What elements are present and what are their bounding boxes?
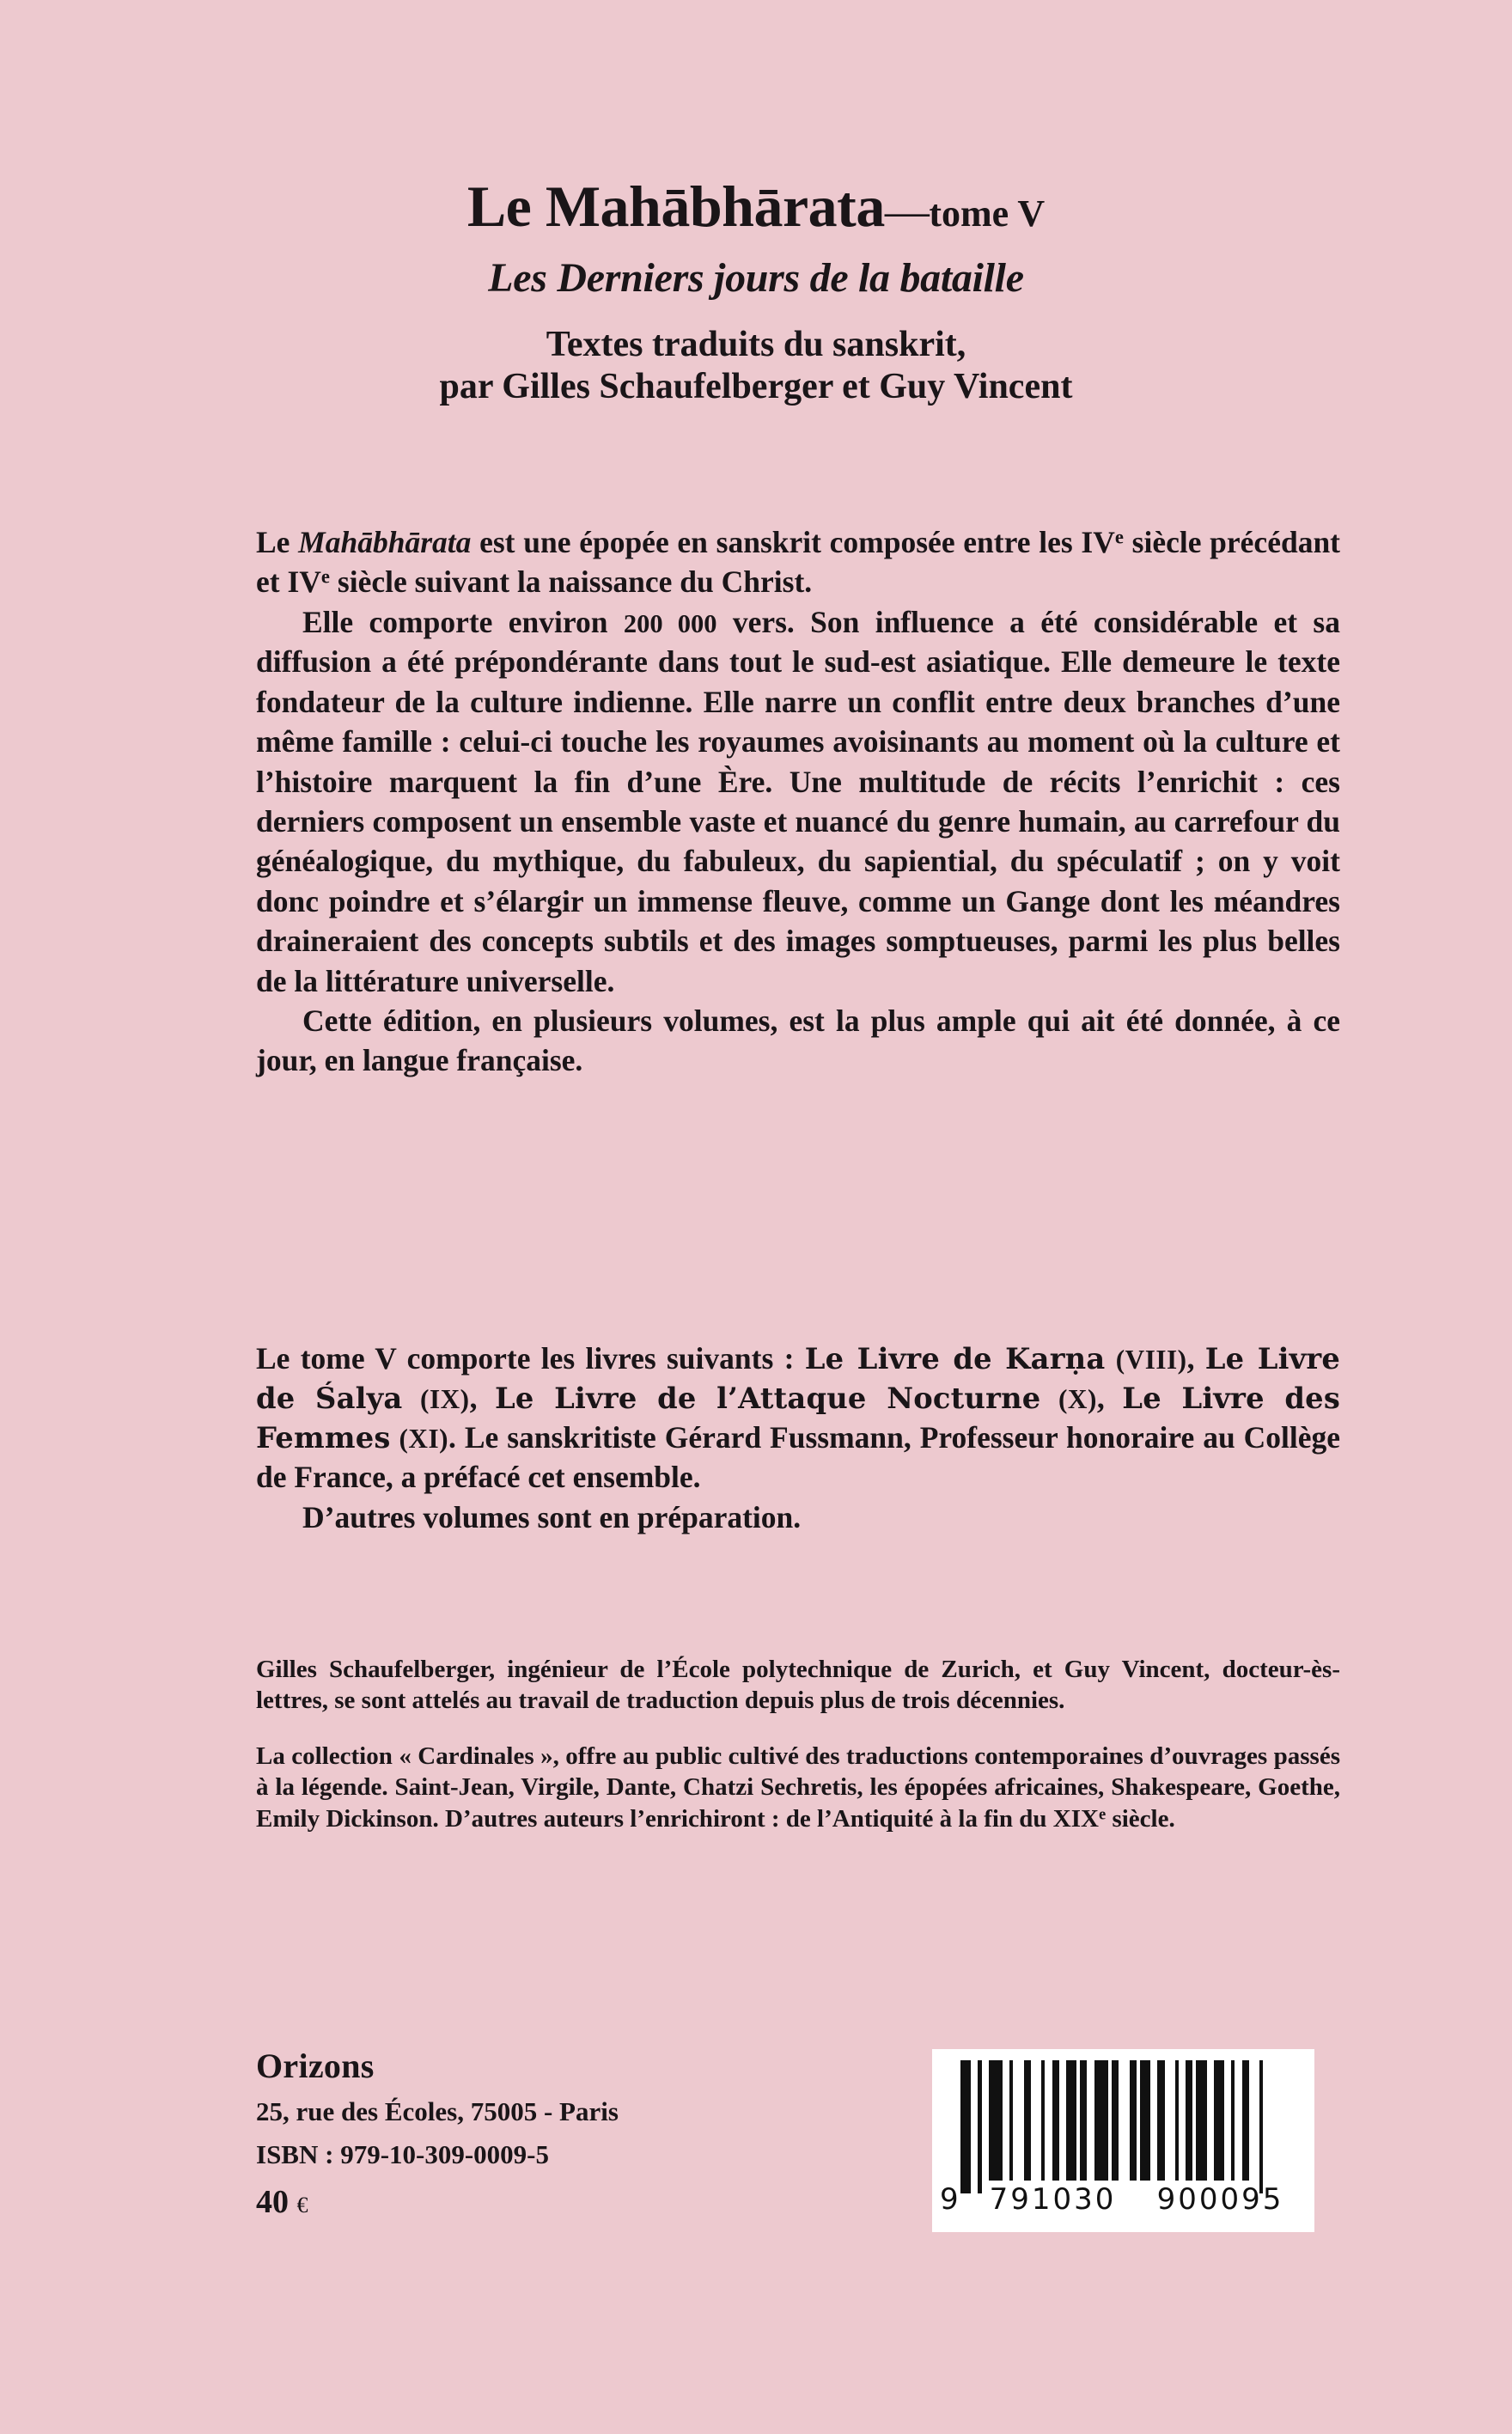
barcode-bar <box>1066 2060 1076 2181</box>
sep-1: , <box>1186 1341 1205 1376</box>
barcode-space <box>1031 2060 1041 2193</box>
collection-note-b: siècle. <box>1106 1804 1175 1833</box>
blurb-p1-century-2: IV <box>287 564 321 600</box>
price-amount: 40 <box>256 2184 289 2220</box>
sep-3: , <box>1096 1381 1123 1416</box>
book-roman-karna: (VIII) <box>1115 1345 1187 1375</box>
barcode-bar <box>1052 2060 1059 2181</box>
translation-line-1: Textes traduits du sanskrit, <box>546 325 966 364</box>
barcode-bar <box>1242 2060 1249 2181</box>
blurb-text <box>256 522 1340 1081</box>
book-roman-femmes: (XI) <box>399 1424 449 1455</box>
barcode-bar <box>960 2060 971 2193</box>
barcode-space <box>1045 2060 1052 2193</box>
title-tome: tome V <box>929 192 1046 235</box>
barcode-space <box>1165 2060 1175 2193</box>
publisher-address: 25, rue des Écoles, 75005 - Paris <box>256 2096 619 2126</box>
blurb-p2-a: Elle comporte environ <box>302 604 624 639</box>
title-dash: — <box>884 187 930 236</box>
barcode-space <box>1179 2060 1186 2193</box>
book-roman-salya: (IX) <box>420 1384 470 1415</box>
collection-century: XIX <box>1052 1804 1099 1833</box>
barcode-space <box>1207 2060 1214 2193</box>
barcode-bar <box>1130 2060 1137 2181</box>
main-title-text: Le Mahābhārata <box>466 174 885 239</box>
title-block <box>0 174 1512 408</box>
publisher-name: Orizons <box>256 2047 375 2085</box>
blurb-p2-b: vers. Son influence a été considérable et sa diffusion a été prépondérante dans tout le sud-est asiatique. Elle demeure le texte fondateur de la culture indienne. Elle narre un conflit entre deux branches d’une même famille : celui-ci touche les royaumes avoisinants au moment où la culture et l’histoire marquent la fin d’une Ère. Une multitude de récits l’enrichit : ces derniers composent un ensemble vaste et nuancé du genre humain, au carrefour du généalogique, du mythique, du fabuleux, du sapiential, du spéculatif ; on y voit donc poindre et s’élargir un immense fleuve, comme un Gange dont les méandres draineraient des concepts subtils et des images somptueuses, parmi les plus belles de la littérature universelle. <box>256 604 1340 998</box>
barcode-space <box>1235 2060 1241 2193</box>
barcode-right-group: 900095 <box>1156 2182 1284 2217</box>
volume-contents-after: . Le sanskritiste Gérard Fussmann, Professeur honoraire au Collège de France, a préfacé cet ensemble. <box>256 1420 1341 1495</box>
barcode-bar <box>1112 2060 1119 2181</box>
book-title-salya: Le Livre de Śalya <box>256 1341 1341 1416</box>
barcode-space <box>1119 2060 1129 2193</box>
collection-note-a: La collection « Cardinales », offre au public cultivé des traductions contemporaines d’ouvrages passés à la légende. Saint-Jean, Virgile, Dante, Chatzi Sechretis, les épopées africaines, Shakespeare, Goethe, Emily Dickinson. D’autres auteurs l’enrichiront : de l’Antiquité à la fin du <box>256 1742 1340 1833</box>
book-title-attaque-nocturne: Le Livre de l’Attaque Nocturne <box>494 1381 1041 1416</box>
barcode-bar <box>1140 2060 1150 2181</box>
barcode-left-group: 791030 <box>989 2182 1117 2217</box>
volume-contents-paragraph <box>256 1339 1340 1498</box>
barcode-space <box>971 2060 978 2193</box>
barcode-bar <box>1024 2060 1031 2181</box>
barcode-space <box>1224 2060 1231 2193</box>
book-title-karna: Le Livre de Karṇa <box>804 1341 1106 1376</box>
blurb-p1-ordinal-2: e <box>320 565 331 588</box>
volume-contents-intro: Le tome V comporte les livres suivants : <box>256 1341 805 1376</box>
barcode-space <box>1150 2060 1157 2193</box>
blurb-paragraph-2 <box>256 602 1340 1001</box>
translation-line-2: par Gilles Schaufelberger et Guy Vincent <box>439 367 1073 407</box>
barcode-space <box>1059 2060 1066 2193</box>
barcode-space <box>1249 2060 1259 2193</box>
blurb-p1-b: siècle précédant et <box>256 525 1341 600</box>
currency-symbol: € <box>296 2193 308 2217</box>
barcode-bar <box>1214 2060 1224 2181</box>
blurb-p1-c: siècle suivant la naissance du Christ. <box>330 564 813 600</box>
blurb-paragraph-1 <box>256 522 1340 602</box>
barcode-bar <box>1196 2060 1206 2181</box>
barcode-bars <box>960 2060 1304 2193</box>
notes-block <box>256 1654 1340 1834</box>
blurb-p1-pre: Le <box>256 525 299 559</box>
blurb-p1-italic-title: Mahābhārata <box>298 525 472 559</box>
barcode-bar <box>1157 2060 1164 2181</box>
barcode-bar <box>1186 2060 1192 2181</box>
more-volumes-note: D’autres volumes sont en préparation. <box>302 1499 802 1534</box>
isbn-text: ISBN : 979-10-309-0009-5 <box>256 2139 549 2169</box>
barcode-space <box>1263 2060 1273 2193</box>
collection-century-ordinal: e <box>1098 1805 1107 1824</box>
barcode-bar <box>1080 2060 1087 2181</box>
barcode-inner <box>940 2060 1304 2227</box>
blurb-p1-ordinal-1: e <box>1114 526 1124 548</box>
price-block <box>256 2186 619 2218</box>
barcode-space <box>1087 2060 1094 2193</box>
translators-block <box>0 324 1512 408</box>
barcode <box>932 2049 1314 2232</box>
page-title <box>0 174 1512 239</box>
barcode-bar <box>989 2060 1003 2181</box>
barcode-bar <box>1094 2060 1108 2181</box>
barcode-digits <box>940 2182 1304 2217</box>
volume-contents-block <box>256 1339 1340 1537</box>
barcode-space <box>1003 2060 1009 2193</box>
blurb-paragraph-3: Cette édition, en plusieurs volumes, est la plus ample qui ait été donnée, à ce jour, en langue française. <box>256 1003 1340 1078</box>
sep-2: , <box>469 1381 495 1416</box>
blurb-p1-century-1: IV <box>1081 525 1115 559</box>
book-title-femmes: Le Livre des Femmes <box>256 1381 1341 1455</box>
blurb-p1-a: est une épopée en sanskrit composée entre les <box>471 525 1082 559</box>
book-roman-attaque: (X) <box>1058 1384 1097 1415</box>
publisher-block <box>256 2049 619 2218</box>
barcode-space <box>982 2060 989 2193</box>
barcode-lead-digit: 9 <box>940 2182 960 2217</box>
authors-bio: Gilles Schaufelberger, ingénieur de l’École polytechnique de Zurich, et Guy Vincent, docteur-ès-lettres, se sont attelés au travail de traduction depuis plus de trois décennies. <box>256 1656 1340 1715</box>
subtitle: Les Derniers jours de la bataille <box>488 255 1024 301</box>
barcode-space <box>1013 2060 1023 2193</box>
blurb-verse-count: 200 000 <box>623 608 717 638</box>
collection-note <box>256 1741 1340 1834</box>
